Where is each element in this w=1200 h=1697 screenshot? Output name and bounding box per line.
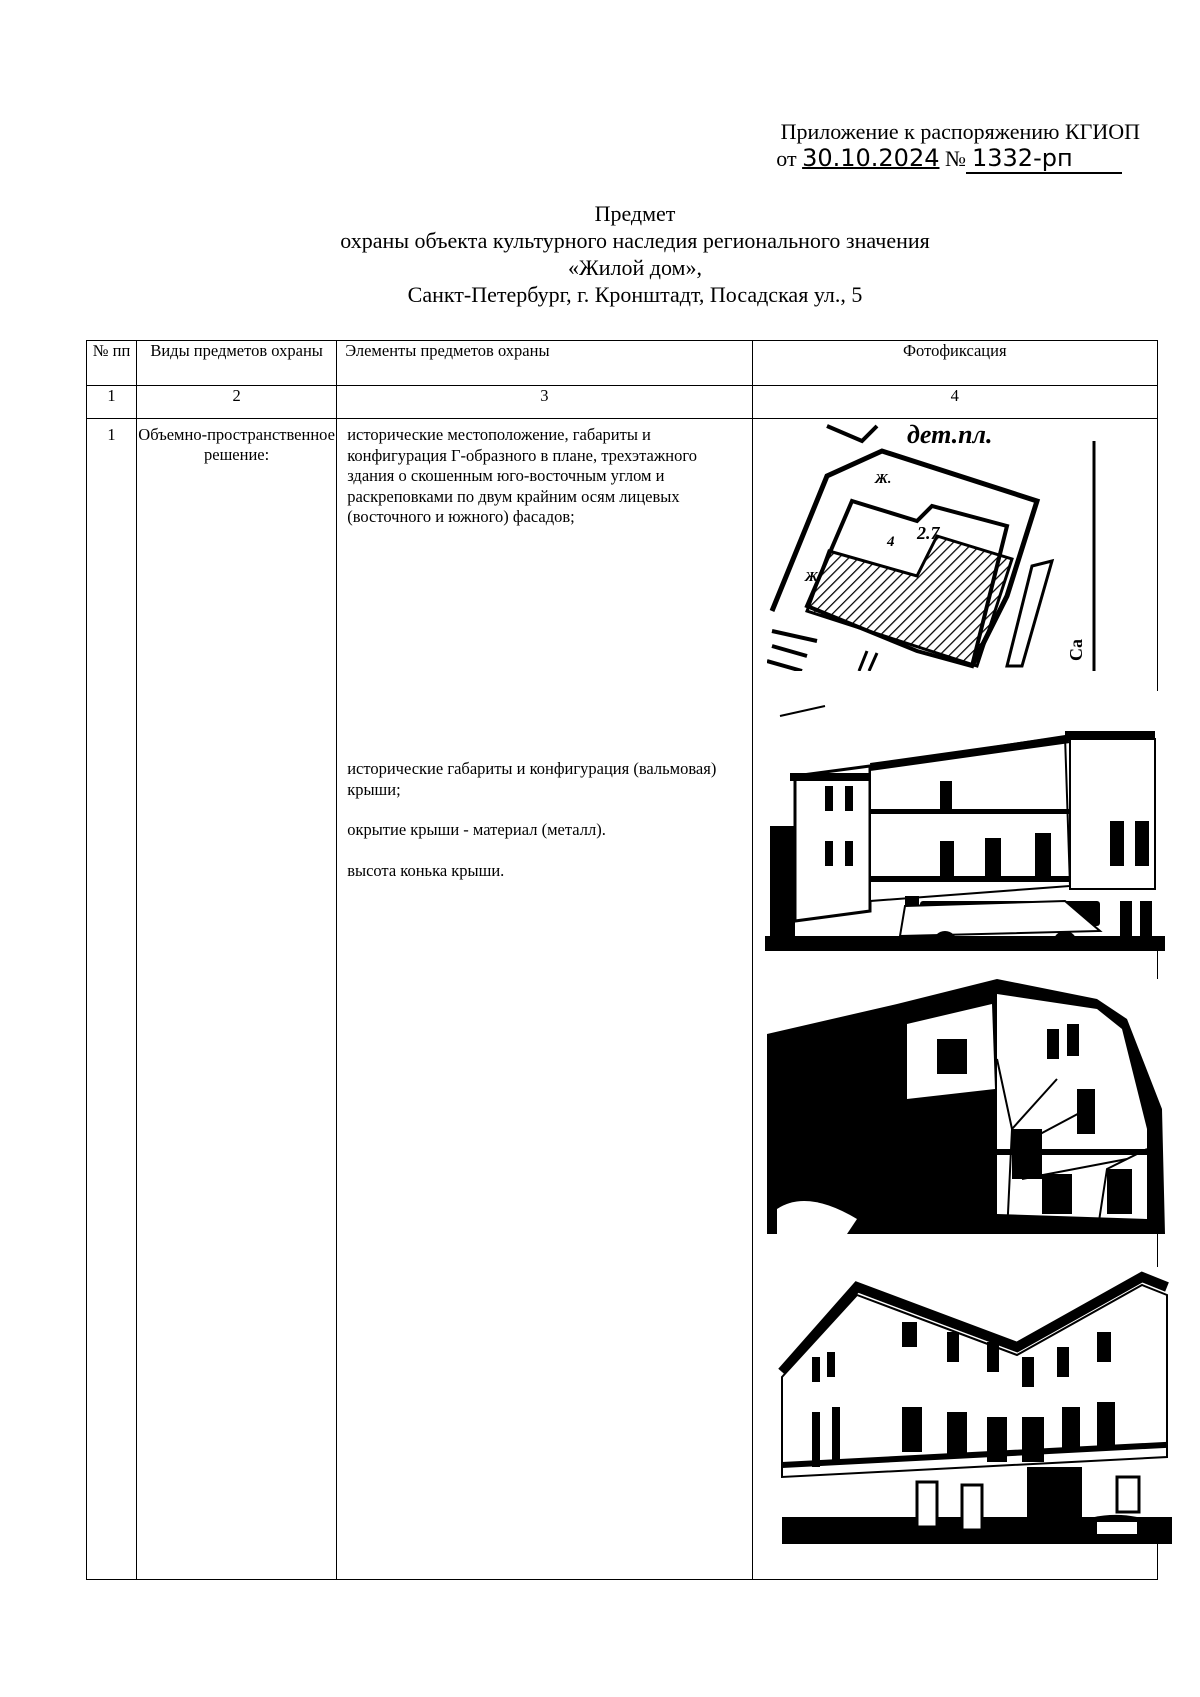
- order-date: 30.10.2024: [802, 144, 940, 172]
- column-number-row: [87, 386, 1158, 419]
- protection-table: [86, 340, 1158, 1580]
- building-facade-icon: [765, 691, 1165, 951]
- appendix-order-line: [740, 145, 1140, 174]
- number-sign: №: [945, 146, 966, 171]
- appendix-header: [740, 118, 1140, 174]
- title-line-4: Санкт-Петербург, г. Кронштадт, Посадская ул., 5: [407, 282, 863, 307]
- from-label: от: [776, 146, 797, 171]
- facade-photo-1: [765, 691, 1165, 951]
- building-corner-icon: [767, 979, 1165, 1234]
- courtyard-facade-icon: [767, 1267, 1172, 1544]
- table-row: [87, 419, 1158, 1580]
- order-number: 1332-рп: [966, 145, 1122, 174]
- protection-type: Объемно-пространственное решение:: [137, 419, 337, 1580]
- table-header-row: [87, 341, 1158, 386]
- element-item: окрытие крыши - материал (металл).: [347, 820, 606, 839]
- title-line-3: «Жилой дом»,: [568, 255, 702, 280]
- facade-photo-3: [767, 1267, 1172, 1544]
- element-item: высота конька крыши.: [347, 860, 505, 880]
- svg-text:дет.пл.: дет.пл.: [906, 421, 993, 449]
- row-number: 1: [87, 419, 137, 1580]
- column-number: 4: [752, 386, 1157, 419]
- svg-text:2.7: 2.7: [916, 523, 940, 543]
- site-plan-icon: [767, 421, 1102, 671]
- appendix-title: Приложение к распоряжению КГИОП: [780, 119, 1140, 144]
- column-number: 2: [137, 386, 337, 419]
- elements-group-2: [347, 759, 737, 901]
- element-item: исторические местоположение, габариты и конфигурация Г-образного в плане, трехэтажного здания о скошенным юго-восточным углом и раскреповками по двум крайним осям лицевых (восточного и южного) фасадов;: [347, 425, 697, 526]
- title-line-2: охраны объекта культурного наследия регионального значения: [340, 228, 930, 253]
- svg-text:Ж.: Ж.: [804, 570, 821, 585]
- document-title: [250, 200, 1020, 308]
- header-photo: Фотофиксация: [752, 341, 1157, 386]
- column-number: 3: [337, 386, 752, 419]
- header-no: № пп: [87, 341, 137, 386]
- header-types: Виды предметов охраны: [137, 341, 337, 386]
- column-number: 1: [87, 386, 137, 419]
- svg-text:4: 4: [886, 534, 895, 550]
- title-line-1: Предмет: [594, 201, 676, 226]
- site-plan-image: [767, 421, 1102, 671]
- photo-cell: [752, 419, 1157, 1580]
- svg-text:Ж.: Ж.: [874, 472, 891, 487]
- elements-group-1: [347, 425, 737, 528]
- svg-text:Са: Са: [1065, 639, 1086, 661]
- element-item: исторические габариты и конфигурация (вальмовая) крыши;: [347, 759, 717, 799]
- protection-elements: [337, 419, 752, 1580]
- facade-photo-2: [767, 979, 1165, 1234]
- header-elements: Элементы предметов охраны: [337, 341, 752, 386]
